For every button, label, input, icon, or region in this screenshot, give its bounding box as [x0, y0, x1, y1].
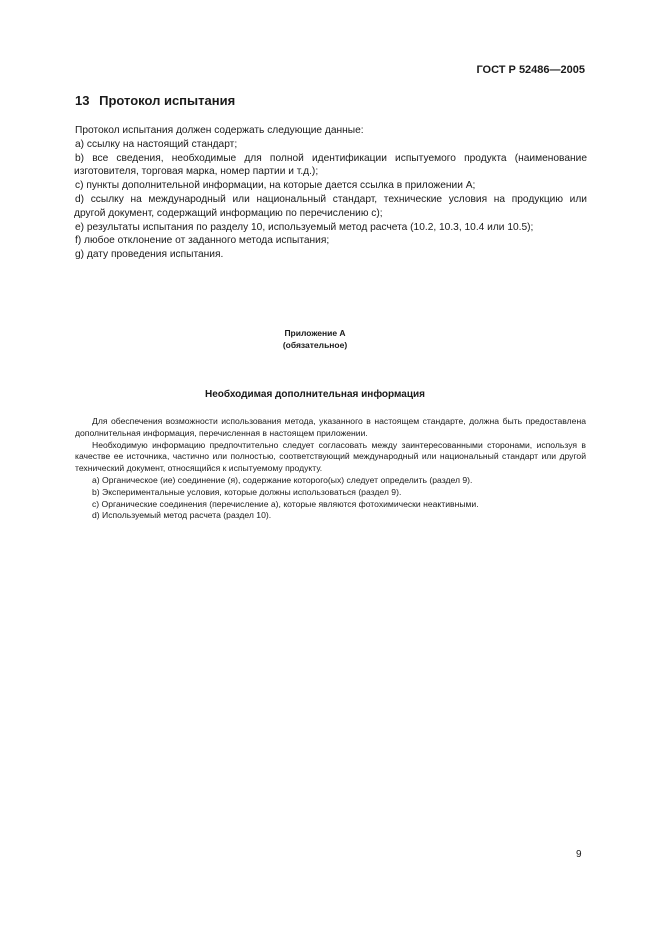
appendix-label: Приложение А [284, 328, 346, 338]
list-item: c) пункты дополнительной информации, на которые дается ссылка в приложении А; [75, 180, 476, 192]
appendix-paragraph: Для обеспечения возможности использования метода, указанного в настоящем стандарте, должна быть предоставлена дополнительная информация, перечисленная в настоящем приложении. [75, 416, 586, 438]
appendix-label-block [0, 327, 630, 351]
list-item: e) результаты испытания по разделу 10, используемый метод расчета (10.2, 10.3, 10.4 или 10.5); [75, 221, 534, 233]
section-title: Протокол испытания [99, 93, 236, 108]
section-number: 13 [75, 93, 90, 108]
appendix-paragraph: Необходимую информацию предпочтительно следует согласовать между заинтересованными сторонами, используя в качестве ее источника, частично или полностью, соответствующий международный или национальный стандарт или другой технический документ, относящийся к испытуемому продукту. [75, 439, 586, 474]
list-item-continuation: изготовителя, торговая марка, номер партии и т.д.); [74, 166, 319, 178]
list-item: b) все сведения, необходимые для полной идентификации испытуемого продукта (наименование [75, 152, 587, 164]
section-heading [75, 93, 235, 108]
list-item: d) Используемый метод расчета (раздел 10). [92, 510, 272, 521]
list-item: g) дату проведения испытания. [75, 249, 224, 261]
appendix-body [75, 416, 586, 522]
section-intro: Протокол испытания должен содержать следующие данные: [75, 125, 364, 136]
list-item: f) любое отклонение от заданного метода испытания; [75, 235, 330, 247]
page-number: 9 [576, 849, 582, 860]
list-item: c) Органические соединения (перечисление а), которые являются фотохимически неактивными. [92, 498, 479, 509]
report-requirements [75, 124, 587, 262]
list-item-continuation: другой документ, содержащий информацию по перечислению c); [74, 207, 383, 219]
standard-code-header: ГОСТ Р 52486—2005 [476, 64, 585, 76]
list-item: a) Органическое (ие) соединение (я), содержание которого(ых) следует определить (раздел 9). [92, 474, 473, 485]
list-item: b) Экспериментальные условия, которые должны использоваться (раздел 9). [92, 486, 402, 497]
appendix-status: (обязательное) [282, 340, 348, 350]
list-item: a) ссылку на настоящий стандарт; [75, 138, 238, 150]
appendix-title: Необходимая дополнительная информация [205, 389, 425, 400]
list-item: d) ссылку на международный или национальный стандарт, технические условия на продукцию или [75, 193, 587, 205]
